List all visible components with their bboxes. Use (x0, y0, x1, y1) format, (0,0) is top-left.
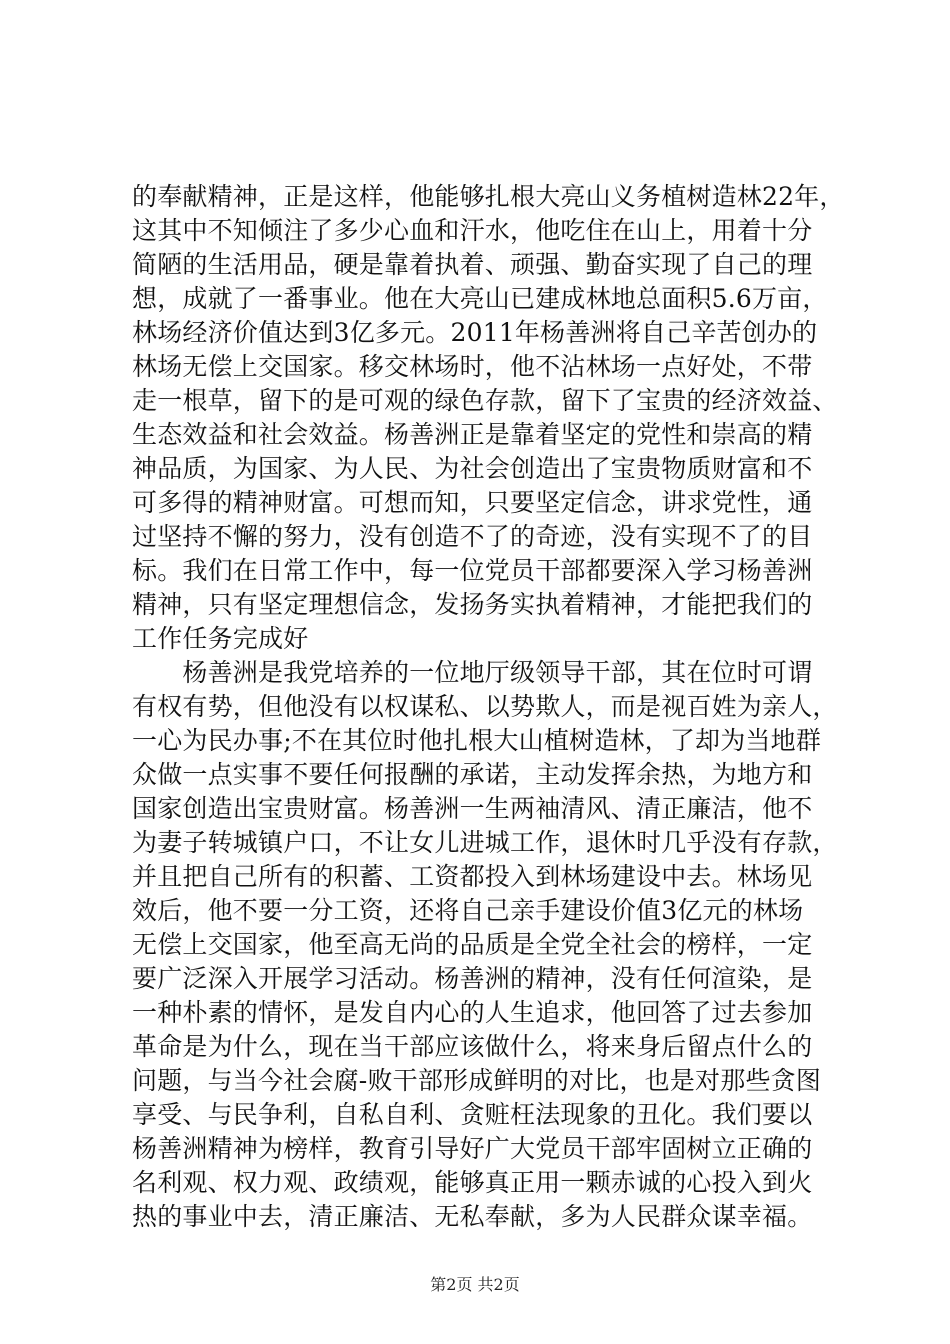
text-line: 享受、与民争利，自私自利、贪赃枉法现象的丑化。我们要以 (132, 1100, 813, 1129)
text-line: 精神，只有坚定理想信念，发扬务实执着精神，才能把我们的 (132, 590, 813, 619)
text-line: 无偿上交国家，他至高无尚的品质是全党全社会的榜样，一定 (132, 930, 813, 959)
page-footer: 第2页 共2页 (430, 1275, 520, 1294)
text-line: 想，成就了一番事业。他在大亮山已建成林地总面积5.6万亩， (132, 284, 828, 313)
text-line: 简陋的生活用品，硬是靠着执着、顽强、勤奋实现了自己的理 (132, 250, 813, 279)
text-line: 问题，与当今社会腐-败干部形成鲜明的对比，也是对那些贪图 (132, 1066, 822, 1095)
text-line: 众做一点实事不要任何报酬的承诺，主动发挥余热，为地方和 (132, 760, 813, 789)
text-line: 热的事业中去，清正廉洁、无私奉献，多为人民群众谋幸福。 (132, 1202, 813, 1231)
text-line: 一种朴素的情怀，是发自内心的人生追求，他回答了过去参加 (132, 998, 813, 1027)
text-line: 一心为民办事;不在其位时他扎根大山植树造林，了却为当地群 (132, 726, 822, 755)
text-line: 名利观、权力观、政绩观，能够真正用一颗赤诚的心投入到火 (132, 1168, 813, 1197)
text-line: 走一根草，留下的是可观的绿色存款，留下了宝贵的经济效益、 (132, 386, 838, 415)
text-line: 林场经济价值达到3亿多元。2011年杨善洲将自己辛苦创办的 (132, 318, 818, 347)
text-line: 过坚持不懈的努力，没有创造不了的奇迹，没有实现不了的目 (132, 522, 813, 551)
text-line: 革命是为什么，现在当干部应该做什么，将来身后留点什么的 (132, 1032, 813, 1061)
text-line: 要广泛深入开展学习活动。杨善洲的精神，没有任何渲染，是 (132, 964, 813, 993)
text-line: 杨善洲是我党培养的一位地厅级领导干部，其在位时可谓 (132, 658, 813, 687)
text-line: 有权有势，但他没有以权谋私、以势欺人，而是视百姓为亲人， (132, 692, 838, 721)
text-line: 杨善洲精神为榜样，教育引导好广大党员干部牢固树立正确的 (132, 1134, 813, 1163)
text-line: 可多得的精神财富。可想而知，只要坚定信念，讲求党性，通 (132, 488, 813, 517)
text-line: 国家创造出宝贵财富。杨善洲一生两袖清风、清正廉洁，他不 (132, 794, 813, 823)
text-line: 这其中不知倾注了多少心血和汗水，他吃住在山上，用着十分 (132, 216, 813, 245)
text-line: 神品质，为国家、为人民、为社会创造出了宝贵物质财富和不 (132, 454, 813, 483)
text-line: 生态效益和社会效益。杨善洲正是靠着坚定的党性和崇高的精 (132, 420, 813, 449)
text-line: 标。我们在日常工作中，每一位党员干部都要深入学习杨善洲 (132, 556, 813, 585)
text-line: 效后，他不要一分工资，还将自己亲手建设价值3亿元的林场 (132, 896, 804, 925)
text-line: 为妻子转城镇户口，不让女儿进城工作，退休时几乎没有存款， (132, 828, 838, 857)
text-line: 工作任务完成好 (132, 624, 309, 653)
text-line: 的奉献精神，正是这样，他能够扎根大亮山义务植树造林22年， (132, 182, 845, 211)
text-line: 林场无偿上交国家。移交林场时，他不沾林场一点好处，不带 (132, 352, 813, 381)
document-body (132, 180, 845, 1234)
text-line: 并且把自己所有的积蓄、工资都投入到林场建设中去。林场见 (132, 862, 813, 891)
